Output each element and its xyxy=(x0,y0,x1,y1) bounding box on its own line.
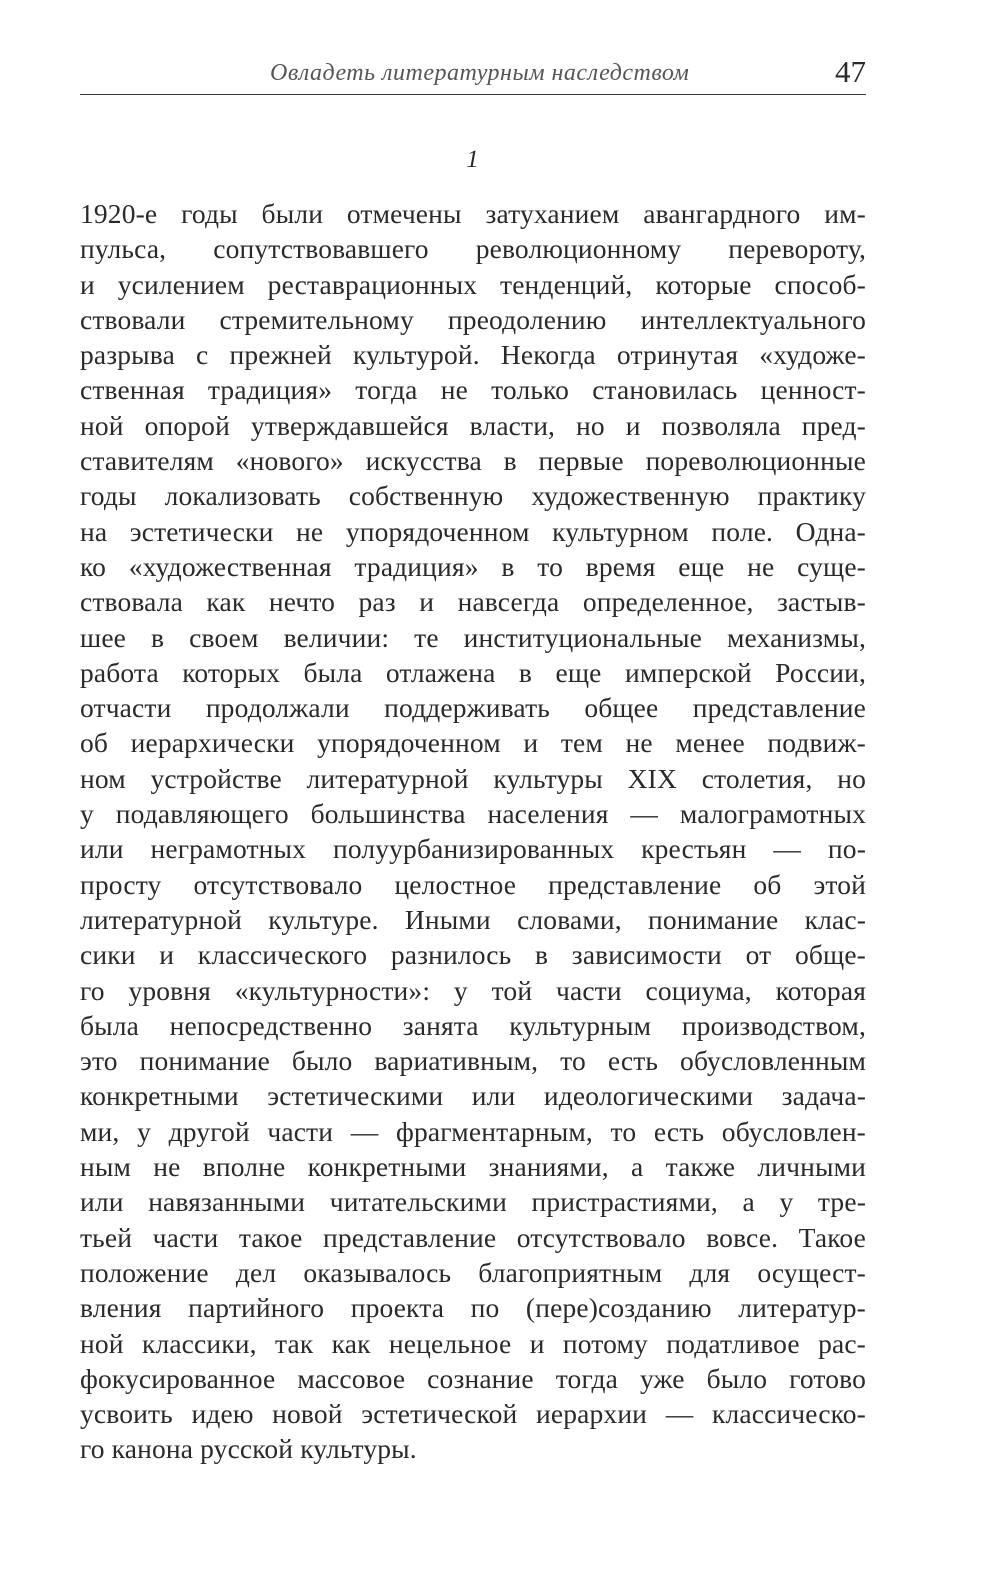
text-line: ствовали стремительному преодолению интеллектуального xyxy=(80,303,866,335)
text-line: отчасти продолжали поддерживать общее представление xyxy=(80,692,866,724)
text-line: тьей части такое представление отсутствовало вовсе. Такое xyxy=(80,1221,866,1253)
text-line: ной классики, так как нецельное и потому податливое рас- xyxy=(80,1327,866,1359)
text-line: ным не вполне конкретными знаниями, а также личными xyxy=(80,1151,866,1183)
text-line: работа которых была отлажена в еще имперской России, xyxy=(80,656,866,688)
text-line: ном устройстве литературной культуры XIX столетия, но xyxy=(80,762,866,794)
text-line: ствовала как нечто раз и навсегда определенное, застыв- xyxy=(80,586,866,618)
text-line: ми, у другой части — фрагментарным, то есть обусловлен- xyxy=(80,1115,866,1147)
page-number: 47 xyxy=(835,54,866,89)
text-line: фокусированное массовое сознание тогда уже было готово xyxy=(80,1362,866,1394)
text-line: у подавляющего большинства населения — малограмотных xyxy=(80,798,866,830)
running-title: Овладеть литературным наследством xyxy=(270,60,690,86)
text-line: го уровня «культурности»: у той части социума, которая xyxy=(80,974,866,1006)
text-line: положение дел оказывалось благоприятным для осущест- xyxy=(80,1256,866,1288)
text-line: была непосредственно занята культурным производством, xyxy=(80,1009,866,1041)
text-line: ной опорой утверждавшейся власти, но и позволяла пред- xyxy=(80,409,866,441)
text-line: или неграмотных полуурбанизированных крестьян — по- xyxy=(80,833,866,865)
text-line: разрыва с прежней культурой. Некогда отринутая «художе- xyxy=(80,339,866,371)
text-line: ственная традиция» тогда не только становилась ценност- xyxy=(80,374,866,406)
running-head xyxy=(80,54,866,95)
text-line: го канона русской культуры. xyxy=(80,1433,417,1465)
text-line: просту отсутствовало целостное представление об этой xyxy=(80,868,866,900)
text-line: сики и классического разнилось в зависимости от обще- xyxy=(80,939,866,971)
text-line: усвоить идею новой эстетической иерархии — классическо- xyxy=(80,1398,866,1430)
text-line: конкретными эстетическими или идеологическими задача- xyxy=(80,1080,866,1112)
text-line: или навязанными читательскими пристрастиями, а у тре- xyxy=(80,1186,866,1218)
text-line: пульса, сопутствовавшего революционному перевороту, xyxy=(80,233,866,265)
text-line: шее в своем величии: те институциональные механизмы, xyxy=(80,621,866,653)
text-line: литературной культуре. Иными словами, понимание клас- xyxy=(80,903,866,935)
text-line: 1920-е годы были отмечены затуханием авангардного им- xyxy=(80,198,866,229)
body-paragraph xyxy=(80,196,866,1467)
text-line: ставителям «нового» искусства в первые пореволюционные xyxy=(80,445,866,477)
text-line: годы локализовать собственную художественную практику xyxy=(80,480,866,512)
text-line: это понимание было вариативным, то есть обусловленным xyxy=(80,1045,866,1077)
section-number: 1 xyxy=(466,146,479,173)
text-line: вления партийного проекта по (пере)созданию литератур- xyxy=(80,1292,866,1324)
text-line: ко «художественная традиция» в то время еще не суще- xyxy=(80,550,866,582)
text-line: и усилением реставрационных тенденций, которые способ- xyxy=(80,268,866,300)
text-line: об иерархически упорядоченном и тем не менее подвиж- xyxy=(80,727,866,759)
text-line: на эстетически не упорядоченном культурном поле. Одна- xyxy=(80,515,866,547)
